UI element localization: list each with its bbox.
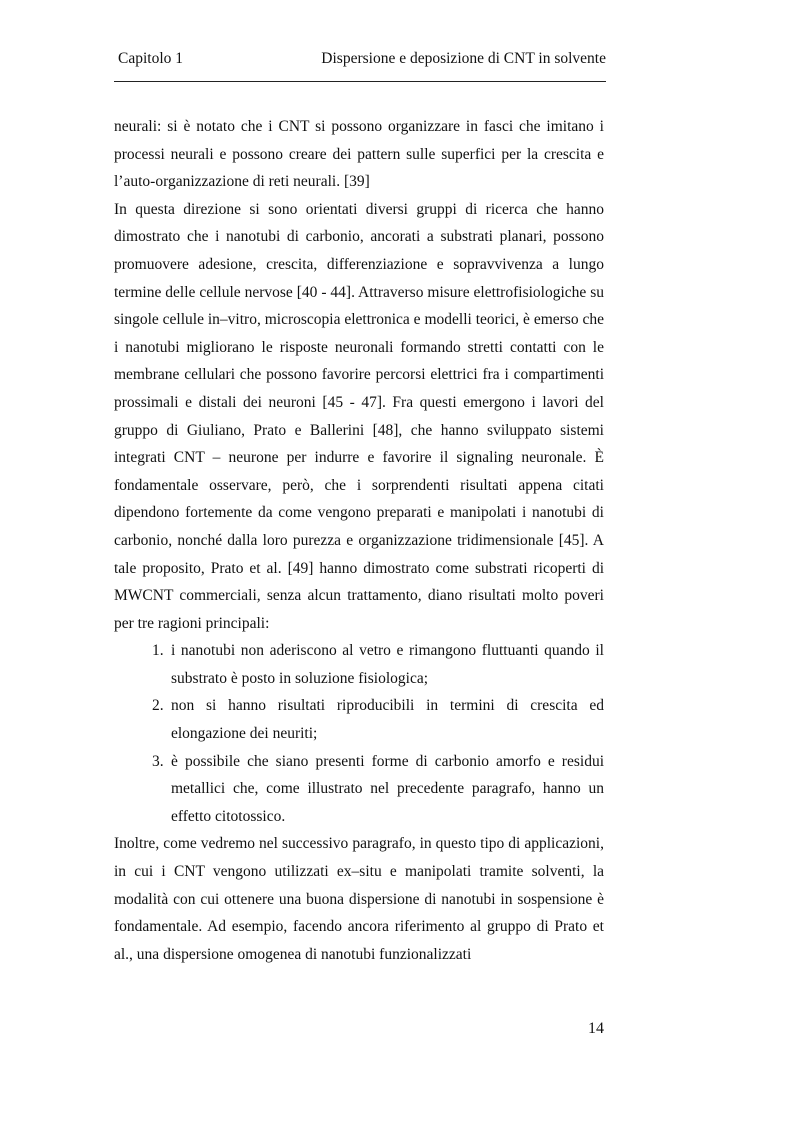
list-item-text: i nanotubi non aderiscono al vetro e rimangono fluttuanti quando il substrato è posto in soluzione fisiologica; [171,642,604,687]
chapter-label: Capitolo 1 [118,50,184,67]
list-item [114,748,604,831]
list-item-text: non si hanno risultati riproducibili in termini di crescita ed elongazione dei neuriti; [171,697,604,743]
list-item-text: è possibile che siano presenti forme di carbonio amorfo e residui metallici che, come illustrato nel precedente paragrafo, hanno un effetto citotossico. [171,752,604,825]
numbered-list [114,637,604,830]
running-header [114,49,606,69]
list-number: 2. [152,697,164,715]
list-number: 3. [152,752,164,770]
paragraph: In questa direzione si sono orientati diversi gruppi di ricerca che hanno dimostrato che i nanotubi di carbonio, ancorati a substrati planari, possono promuovere adesione, crescita, differenziazione e sopravvivenza a lungo termine delle cellule nervose [40 - 44]. Attraverso misure elettrofisiologiche su singole cellule in–vitro, microscopia elettronica e modelli teorici, è emerso che i nanotubi migliorano le risposte neuronali formando stretti contatti con le membrane cellulari che possono favorire percorsi elettrici fra i compartimenti prossimali e distali dei neuroni [45 - 47]. Fra questi emergono i lavori del gruppo di Giuliano, Prato e Ballerini [48], che hanno sviluppato sistemi integrati CNT – neurone per indurre e favorire il signaling neuronale. È fondamentale osservare, però, che i sorprendenti risultati appena citati dipendono fortemente da come vengono preparati e manipolati i nanotubi di carbonio, nonché dalla loro purezza e organizzazione tridimensionale [45]. A tale proposito, Prato et al. [49] hanno dimostrato come substrati ricoperti di MWCNT commerciali, senza alcun trattamento, diano risultati molto poveri per tre ragioni principali: [114,200,604,632]
section-title: Dispersione e deposizione di CNT in solvente [321,50,606,67]
body-text [114,113,604,968]
list-item [114,692,604,747]
header-divider [114,81,606,82]
paragraph: neurali: si è notato che i CNT si possono organizzare in fasci che imitano i processi neurali e possono creare dei pattern sulle superfici per la crescita e l’auto-organizzazione di reti neurali. [39] [114,118,604,191]
paragraph: Inoltre, come vedremo nel successivo paragrafo, in questo tipo di applicazioni, in cui i CNT vengono utilizzati ex–situ e manipolati tramite solventi, la modalità con cui ottenere una buona dispersione di nanotubi in sospensione è fondamentale. Ad esempio, facendo ancora riferimento al gruppo di Prato et al., una dispersione omogenea di nanotubi funzionalizzati [114,835,604,963]
list-number: 1. [152,642,164,660]
list-item [114,637,604,692]
page-number: 14 [588,1020,604,1037]
